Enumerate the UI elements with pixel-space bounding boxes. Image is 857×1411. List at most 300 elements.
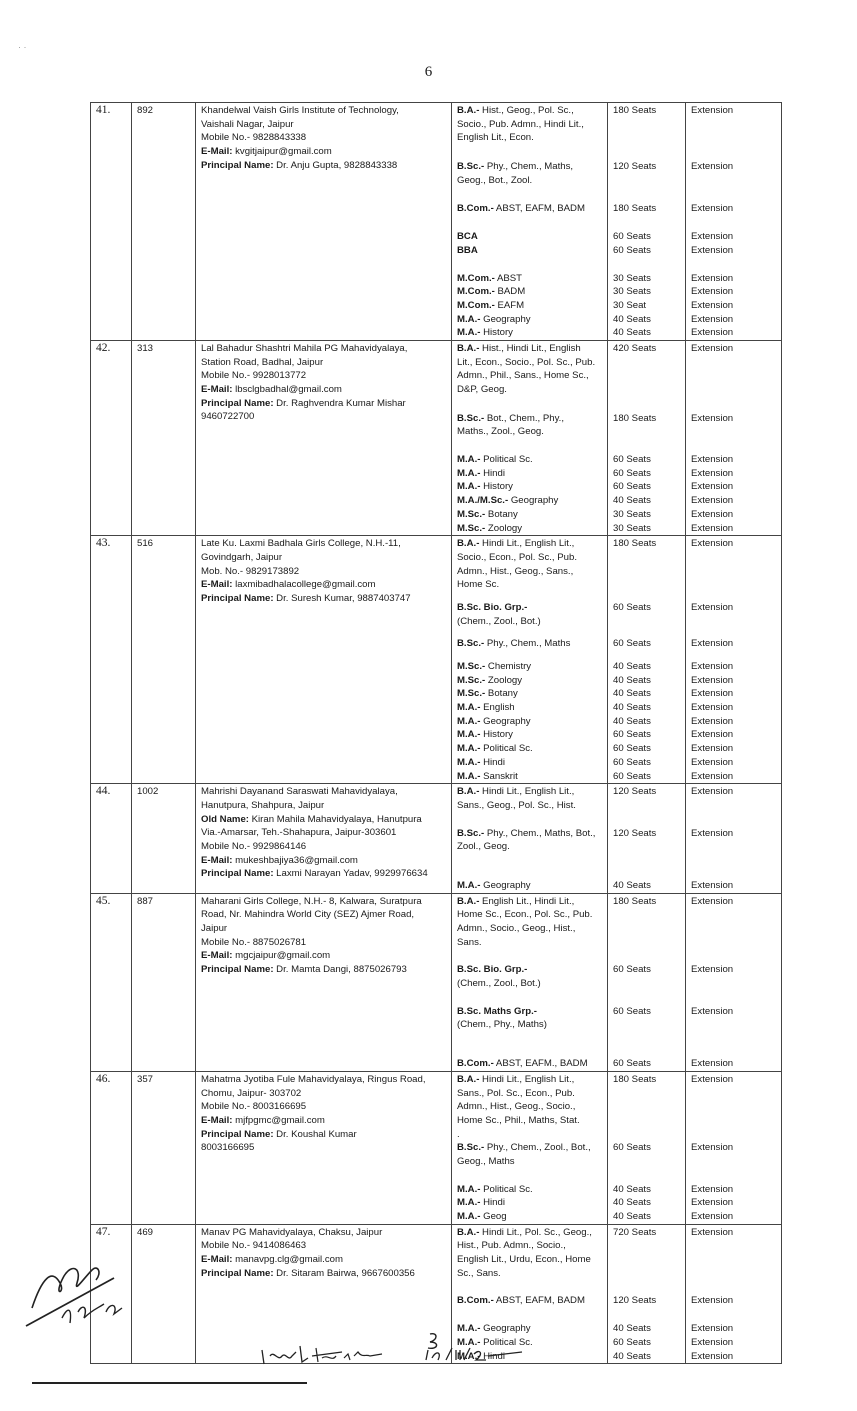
course-label: M.A.- [457,1211,481,1222]
field-value: Late Ku. Laxmi Badhala Girls College, N.H.-11, [201,538,401,550]
course-line [457,244,607,258]
course-line [457,1226,607,1240]
course-subjects: Political Sc. [480,1183,533,1195]
status-value [691,174,781,188]
field-value: Vaishali Nagar, Jaipur [201,118,294,130]
field-label: E-Mail: [201,579,233,591]
course-subjects: BADM [494,286,526,298]
group-gap [457,216,607,230]
institute-line [201,1100,451,1114]
seat-count: 180 Seats [613,1073,657,1085]
course-subjects: Political Sc. [480,454,533,466]
group-gap [457,1308,607,1322]
status-value [691,578,781,592]
field-value: Jaipur [201,923,228,935]
institute-line [201,922,451,936]
status-value: Extension [691,538,734,550]
seat-count: 40 Seats [613,674,651,686]
course-subjects: EAFM [494,299,525,311]
course-line [457,467,607,481]
seat-count: 60 Seats [613,729,651,741]
college-code: 516 [132,536,196,784]
status-value: Extension [691,522,734,534]
institute-details [196,340,452,535]
course-subjects: Admn., Phil., Sans., Home Sc., [457,370,589,382]
institute-line [201,1141,451,1155]
status-value [691,1114,781,1128]
seats-cell [608,893,686,1071]
status-value [691,615,781,629]
group-gap [691,628,781,637]
course-line [457,637,607,651]
course-subjects: ABST [494,272,523,284]
status-value: Extension [691,715,734,727]
seat-count: 40 Seats [613,327,651,339]
group-gap [613,651,685,660]
group-gap [613,187,685,202]
course-line [457,118,607,132]
seat-count: 120 Seats [613,1295,657,1307]
status-value: Extension [691,342,734,354]
field-label: E-Mail: [201,854,233,866]
course-line [457,687,607,701]
seat-count [613,922,685,936]
course-line [457,1018,607,1032]
group-gap [613,216,685,230]
course-label: B.Sc. Bio. Grp.- [457,601,528,613]
status-value: Extension [691,272,734,284]
field-label: Principal Name: [201,1128,274,1140]
group-gap [457,854,607,879]
seats-cell [608,340,686,535]
courses-cell [452,784,608,893]
group-gap [691,258,781,272]
course-line [457,701,607,715]
course-subjects: Geog., Maths [457,1155,515,1167]
college-code: 469 [132,1224,196,1364]
course-line [457,494,607,508]
course-label: BCA [457,231,478,243]
course-line [457,1267,607,1281]
course-label: M.Sc.- [457,674,486,686]
status-value: Extension [691,1211,734,1222]
field-value: Mobile No.- 8003166695 [201,1101,307,1113]
seat-count [613,1114,685,1128]
status-value: Extension [691,286,734,298]
seat-count: 40 Seats [613,1197,651,1209]
course-line [457,1128,607,1142]
seat-count: 60 Seats [613,743,651,755]
course-label: B.A.- [457,342,480,354]
seat-count [613,799,685,813]
status-value [691,1155,781,1169]
institute-details [196,536,452,784]
group-gap [691,991,781,1005]
seat-count: 60 Seats [613,454,651,466]
course-label: M.Com.- [457,286,495,298]
seat-count [613,578,685,592]
table-row [91,1071,782,1224]
course-line [457,1005,607,1019]
course-subjects: Sans., Pol. Sc., Econ., Pub. [457,1087,575,1099]
seat-count [613,1100,685,1114]
status-value [691,356,781,370]
status-value: Extension [691,508,734,520]
course-subjects: Phy., Chem., Maths, Bot., [484,827,596,839]
course-subjects: Admn., Hist., Geog., Socio., [457,1101,576,1113]
seat-count: 60 Seats [613,601,651,613]
course-line [457,1210,607,1224]
institute-line [201,410,451,424]
course-line [457,1183,607,1197]
status-value: Extension [691,412,734,424]
course-subjects: Geog., Bot., Zool. [457,174,533,186]
course-label: B.Sc. Bio. Grp.- [457,964,528,976]
group-gap [457,439,607,453]
course-line [457,1057,607,1071]
institute-line [201,397,451,411]
course-line [457,1087,607,1101]
course-line [457,1155,607,1169]
seat-count: 40 Seats [613,1323,651,1335]
institute-line [201,104,451,118]
group-gap [691,187,781,202]
group-gap [691,1280,781,1294]
group-gap [613,397,685,412]
status-value [691,922,781,936]
course-line [457,174,607,188]
field-label: Principal Name: [201,868,274,880]
seat-count: 60 Seats [613,481,651,493]
course-subjects: Political Sc. [480,743,533,755]
field-value: Maharani Girls College, N.H.- 8, Kalwara, Suratpura [201,895,422,907]
course-subjects: ABST, EAFM, BADM [493,203,585,215]
course-label: M.Com.- [457,299,495,311]
course-subjects: Geography [480,1323,531,1335]
courses-cell [452,1071,608,1224]
group-gap [613,145,685,160]
course-line [457,1073,607,1087]
institute-line [201,565,451,579]
field-value: Dr. Suresh Kumar, 9887403747 [273,593,411,604]
status-value: Extension [691,702,734,714]
status-value: Extension [691,454,734,466]
field-value: Dr. Koushal Kumar [273,1128,357,1140]
status-value: Extension [691,964,734,976]
course-label: M.A.- [457,313,481,325]
institute-line [201,813,451,827]
course-line [457,756,607,770]
group-gap [457,813,607,827]
field-value: laxmibadhalacollege@gmail.com [232,579,376,591]
field-value: Mobile No.- 9414086463 [201,1240,307,1252]
institute-line [201,369,451,383]
status-value: Extension [691,161,734,173]
status-value: Extension [691,244,734,256]
group-gap [457,1032,607,1057]
course-subjects: History [480,729,513,741]
course-subjects: Geography [508,495,559,507]
field-label: E-Mail: [201,146,233,158]
group-gap [691,854,781,879]
status-value [691,1128,781,1142]
table-row [91,784,782,893]
seat-count [613,977,685,991]
status-value: Extension [691,495,734,507]
seat-count: 120 Seats [613,786,657,798]
institute-line [201,1267,451,1281]
seat-count: 180 Seats [613,412,657,424]
course-line [457,369,607,383]
course-subjects: Hindi [480,756,505,768]
course-label: M.A.- [457,1323,481,1335]
seat-count [613,565,685,579]
seat-count: 30 Seats [613,522,651,534]
scan-speck: · · [18,42,27,52]
course-label: B.Sc.- [457,638,485,650]
course-line [457,425,607,439]
course-subjects: Sanskrit [480,770,518,782]
status-value: Extension [691,1197,734,1209]
course-label: M.A.- [457,1197,481,1209]
seat-count: 720 Seats [613,1226,657,1238]
field-label: Principal Name: [201,159,274,171]
status-value: Extension [691,601,734,613]
field-value: Mobile No.- 9828843338 [201,132,307,144]
status-cell [686,1071,782,1224]
course-line [457,1239,607,1253]
seat-count: 180 Seats [613,203,657,215]
institute-line [201,963,451,977]
course-line [457,715,607,729]
field-value: Road, Nr. Mahindra World City (SEZ) Ajmer Road, [201,909,415,921]
seat-count: 120 Seats [613,161,657,173]
field-label: E-Mail: [201,950,233,962]
course-line [457,840,607,854]
institute-line [201,131,451,145]
seat-count: 40 Seats [613,495,651,507]
course-label: B.Sc. Maths Grp.- [457,1005,537,1017]
field-value: Mobile No.- 9929864146 [201,841,307,852]
course-subjects: ABST, EAFM, BADM [493,1295,585,1307]
course-line [457,1114,607,1128]
status-value: Extension [691,1005,734,1017]
course-subjects: Maths., Zool., Geog. [457,426,544,438]
group-gap [691,651,781,660]
table-row [91,340,782,535]
status-cell [686,893,782,1071]
seats-cell [608,1224,686,1364]
seat-count: 30 Seats [613,508,651,520]
seat-count: 40 Seats [613,1183,651,1195]
group-gap [457,187,607,202]
status-value [691,1018,781,1032]
course-label: M.A.- [457,879,481,891]
course-subjects: Admn., Hist., Geog., Sans., [457,565,574,577]
status-value: Extension [691,299,734,311]
field-value: Kiran Mahila Mahavidyalaya, Hanutpura [248,813,422,825]
field-value: Station Road, Badhal, Jaipur [201,356,324,368]
seat-count: 60 Seats [613,1142,651,1154]
course-label: M.Sc.- [457,688,486,700]
course-line [457,827,607,841]
course-subjects: (Chem., Zool., Bot.) [457,978,541,990]
course-subjects: Hindi [480,467,505,479]
field-value: Mahrishi Dayanand Saraswati Mahavidyalaya, [201,786,398,798]
courses-cell [452,103,608,341]
course-subjects: Phy., Chem., Maths [484,638,571,650]
course-subjects: Hindi Lit., English Lit., [479,538,575,550]
group-gap [613,1308,685,1322]
status-value [691,551,781,565]
course-subjects: Chemistry [485,661,532,672]
status-value: Extension [691,1058,734,1070]
status-value: Extension [691,786,734,798]
institute-line [201,551,451,565]
seat-count [613,1087,685,1101]
course-label: M.A.- [457,770,481,782]
field-label: Principal Name: [201,593,274,604]
status-value: Extension [691,1350,734,1362]
course-subjects: Socio., Econ., Pol. Sc., Pub. [457,551,577,563]
course-line [457,936,607,950]
course-subjects: (Chem., Zool., Bot.) [457,615,541,627]
seat-count: 60 Seats [613,244,651,256]
course-label: B.A.- [457,786,480,798]
course-label: B.Sc.- [457,1142,485,1154]
seat-count: 180 Seats [613,895,657,907]
seat-count: 60 Seats [613,964,651,976]
status-value: Extension [691,770,734,782]
course-label: B.Sc.- [457,827,485,839]
status-value: Extension [691,1226,734,1238]
institute-line [201,1239,451,1253]
course-subjects: Hist., Pub. Admn., Socio., [457,1240,566,1252]
seat-count [613,1128,685,1142]
field-label: Principal Name: [201,1267,274,1279]
course-label: M.A.- [457,702,481,714]
course-label: B.Com.- [457,1295,494,1307]
course-line [457,578,607,592]
seat-count [613,383,685,397]
course-line [457,895,607,909]
institute-line [201,159,451,173]
courses-cell [452,536,608,784]
institute-details [196,784,452,893]
course-label: B.A.- [457,1073,480,1085]
field-value: Mobile No.- 8875026781 [201,936,307,948]
course-subjects: Geography [480,313,531,325]
seat-count: 30 Seat [613,299,647,311]
seat-count [613,1155,685,1169]
course-line [457,1100,607,1114]
seat-count [613,1239,685,1253]
group-gap [691,813,781,827]
group-gap [613,628,685,637]
serial-number: 41. [91,103,132,341]
status-value [691,908,781,922]
course-subjects: Zoology [485,522,523,534]
status-value: Extension [691,467,734,479]
course-line [457,230,607,244]
group-gap [691,397,781,412]
group-gap [691,1169,781,1183]
status-value: Extension [691,895,734,907]
course-label: B.A.- [457,895,480,907]
status-value: Extension [691,729,734,741]
seat-count [613,425,685,439]
course-subjects: Home Sc., Phil., Maths, Stat. [457,1114,580,1126]
course-label: M.Sc.- [457,522,486,534]
institute-details [196,893,452,1071]
status-value: Extension [691,1183,734,1195]
seat-count: 60 Seats [613,638,651,650]
institute-line [201,383,451,397]
course-subjects: Sans. [457,936,482,948]
course-line [457,131,607,145]
field-value: mjfpgmc@gmail.com [232,1114,325,1126]
course-subjects: Sc., Sans. [457,1267,501,1279]
course-line [457,742,607,756]
group-gap [613,592,685,601]
course-line [457,615,607,629]
field-label: Principal Name: [201,397,274,409]
course-label: M.A.- [457,1183,481,1195]
course-subjects: English [480,702,515,714]
institute-line [201,145,451,159]
course-line [457,963,607,977]
field-label: Principal Name: [201,964,274,976]
serial-number: 46. [91,1071,132,1224]
seat-count: 60 Seats [613,756,651,768]
field-value: manavpg.clg@gmail.com [232,1254,343,1266]
course-line [457,770,607,784]
status-value: Extension [691,203,734,215]
course-subjects: Geography [480,879,531,891]
status-value: Extension [691,481,734,493]
institute-line [201,1114,451,1128]
course-line [457,879,607,893]
seat-count: 40 Seats [613,688,651,700]
course-line [457,299,607,313]
field-value: Manav PG Mahavidyalaya, Chaksu, Jaipur [201,1226,383,1238]
status-value [691,799,781,813]
field-value: Chomu, Jaipur- 303702 [201,1087,302,1099]
seat-count [613,1018,685,1032]
serial-number: 43. [91,536,132,784]
course-subjects: English Lit., Hindi Lit., [479,895,575,907]
college-code: 357 [132,1071,196,1224]
serial-number: 47. [91,1224,132,1364]
page-number: 6 [424,64,433,80]
course-label: M.A.- [457,756,481,768]
seat-count: 40 Seats [613,1350,651,1362]
seat-count [613,1267,685,1281]
course-line [457,1141,607,1155]
field-value: Via.-Amarsar, Teh.-Shahapura, Jaipur-303601 [201,827,397,839]
course-line [457,551,607,565]
handwritten-signature-right [422,1330,532,1364]
seat-count [613,936,685,950]
group-gap [457,628,607,637]
college-code: 1002 [132,784,196,893]
group-gap [457,592,607,601]
status-value: Extension [691,1295,734,1307]
course-subjects: Hist., Geog., Pol. Sc., [479,105,574,116]
seat-count: 60 Seats [613,1336,651,1348]
seats-cell [608,1071,686,1224]
institute-line [201,1253,451,1267]
